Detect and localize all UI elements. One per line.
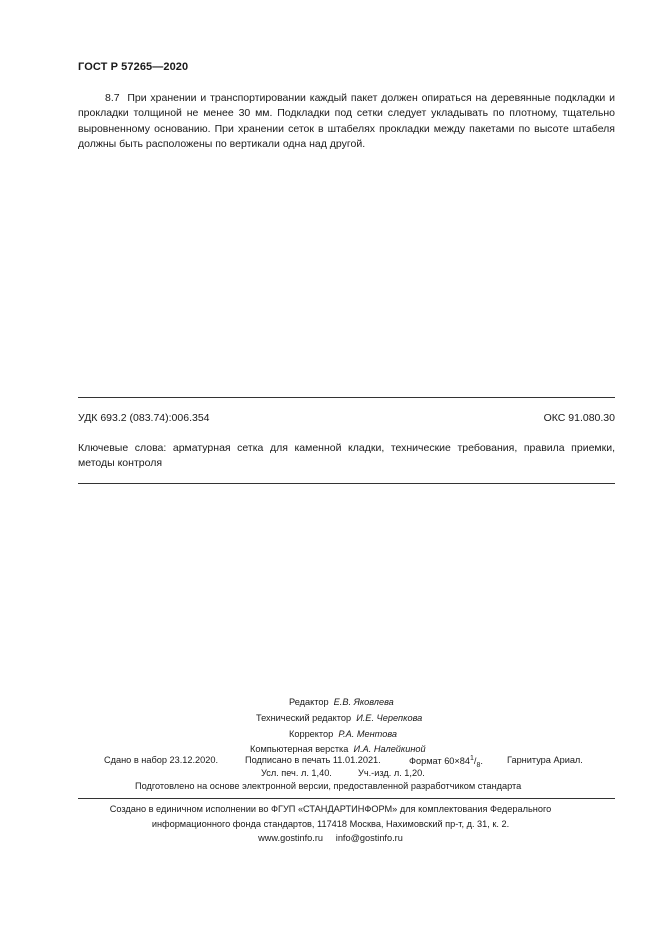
pub-signed-date: Подписано в печать 11.01.2021. (245, 755, 381, 765)
pub-prepared-note: Подготовлено на основе электронной версии, предоставленной разработчиком стандарта (135, 781, 522, 791)
footer-line1: Создано в единичном исполнении во ФГУП «СТАНДАРТИНФОРМ» для комплектования Федерального (109, 804, 552, 814)
footer-block (0, 802, 661, 846)
pub-edition-sheets: Уч.-изд. л. 1,20. (358, 768, 425, 778)
footer-line2: информационного фонда стандартов, 117418 Москва, Нахимовский пр-т, д. 31, к. 2. (151, 818, 510, 829)
section-number: 8.7 (105, 92, 120, 104)
divider-top (78, 397, 615, 398)
keywords: Ключевые слова: арматурная сетка для каменной кладки, технические требования, правила приемки, методы контроля (78, 442, 615, 470)
divider-footer (78, 798, 615, 799)
section-8-7 (78, 91, 615, 153)
credit-tech-editor: Технический редактор И.Е. Черепкова (256, 712, 423, 723)
section-text: При хранении и транспортировании каждый пакет должен опираться на деревянные подкладки и прокладки толщиной не менее 30 мм. Подкладки под сетки следует укладывать по плотному, тщательно выровненному основанию. При хранении сеток в штабелях прокладки между пакетами по высоте штабеля должны быть расположены по вертикали одна над другой. (78, 92, 615, 151)
udk-code: УДК 693.2 (083.74):006.354 (78, 412, 210, 424)
pub-format: Формат $60\times 84^1/_8$. (409, 755, 483, 769)
credit-corrector: Корректор Р.А. Ментова (289, 728, 398, 739)
footer-contacts (0, 831, 661, 846)
credit-editor: Редактор Е.В. Яковлева (289, 697, 394, 707)
oks-code: ОКС 91.080.30 (543, 412, 615, 424)
document-header: ГОСТ Р 57265—2020 (78, 61, 189, 73)
pub-set-date: Сдано в набор 23.12.2020. (104, 755, 219, 765)
footer-website[interactable]: www.gostinfo.ru (258, 833, 324, 843)
credit-layout: Компьютерная верстка И.А. Налейкиной (250, 744, 426, 755)
footer-email[interactable]: info@gostinfo.ru (335, 833, 403, 843)
pub-font: Гарнитура Ариал. (507, 755, 583, 765)
pub-print-sheets: Усл. печ. л. 1,40. (261, 768, 332, 778)
divider-keywords (78, 483, 615, 484)
